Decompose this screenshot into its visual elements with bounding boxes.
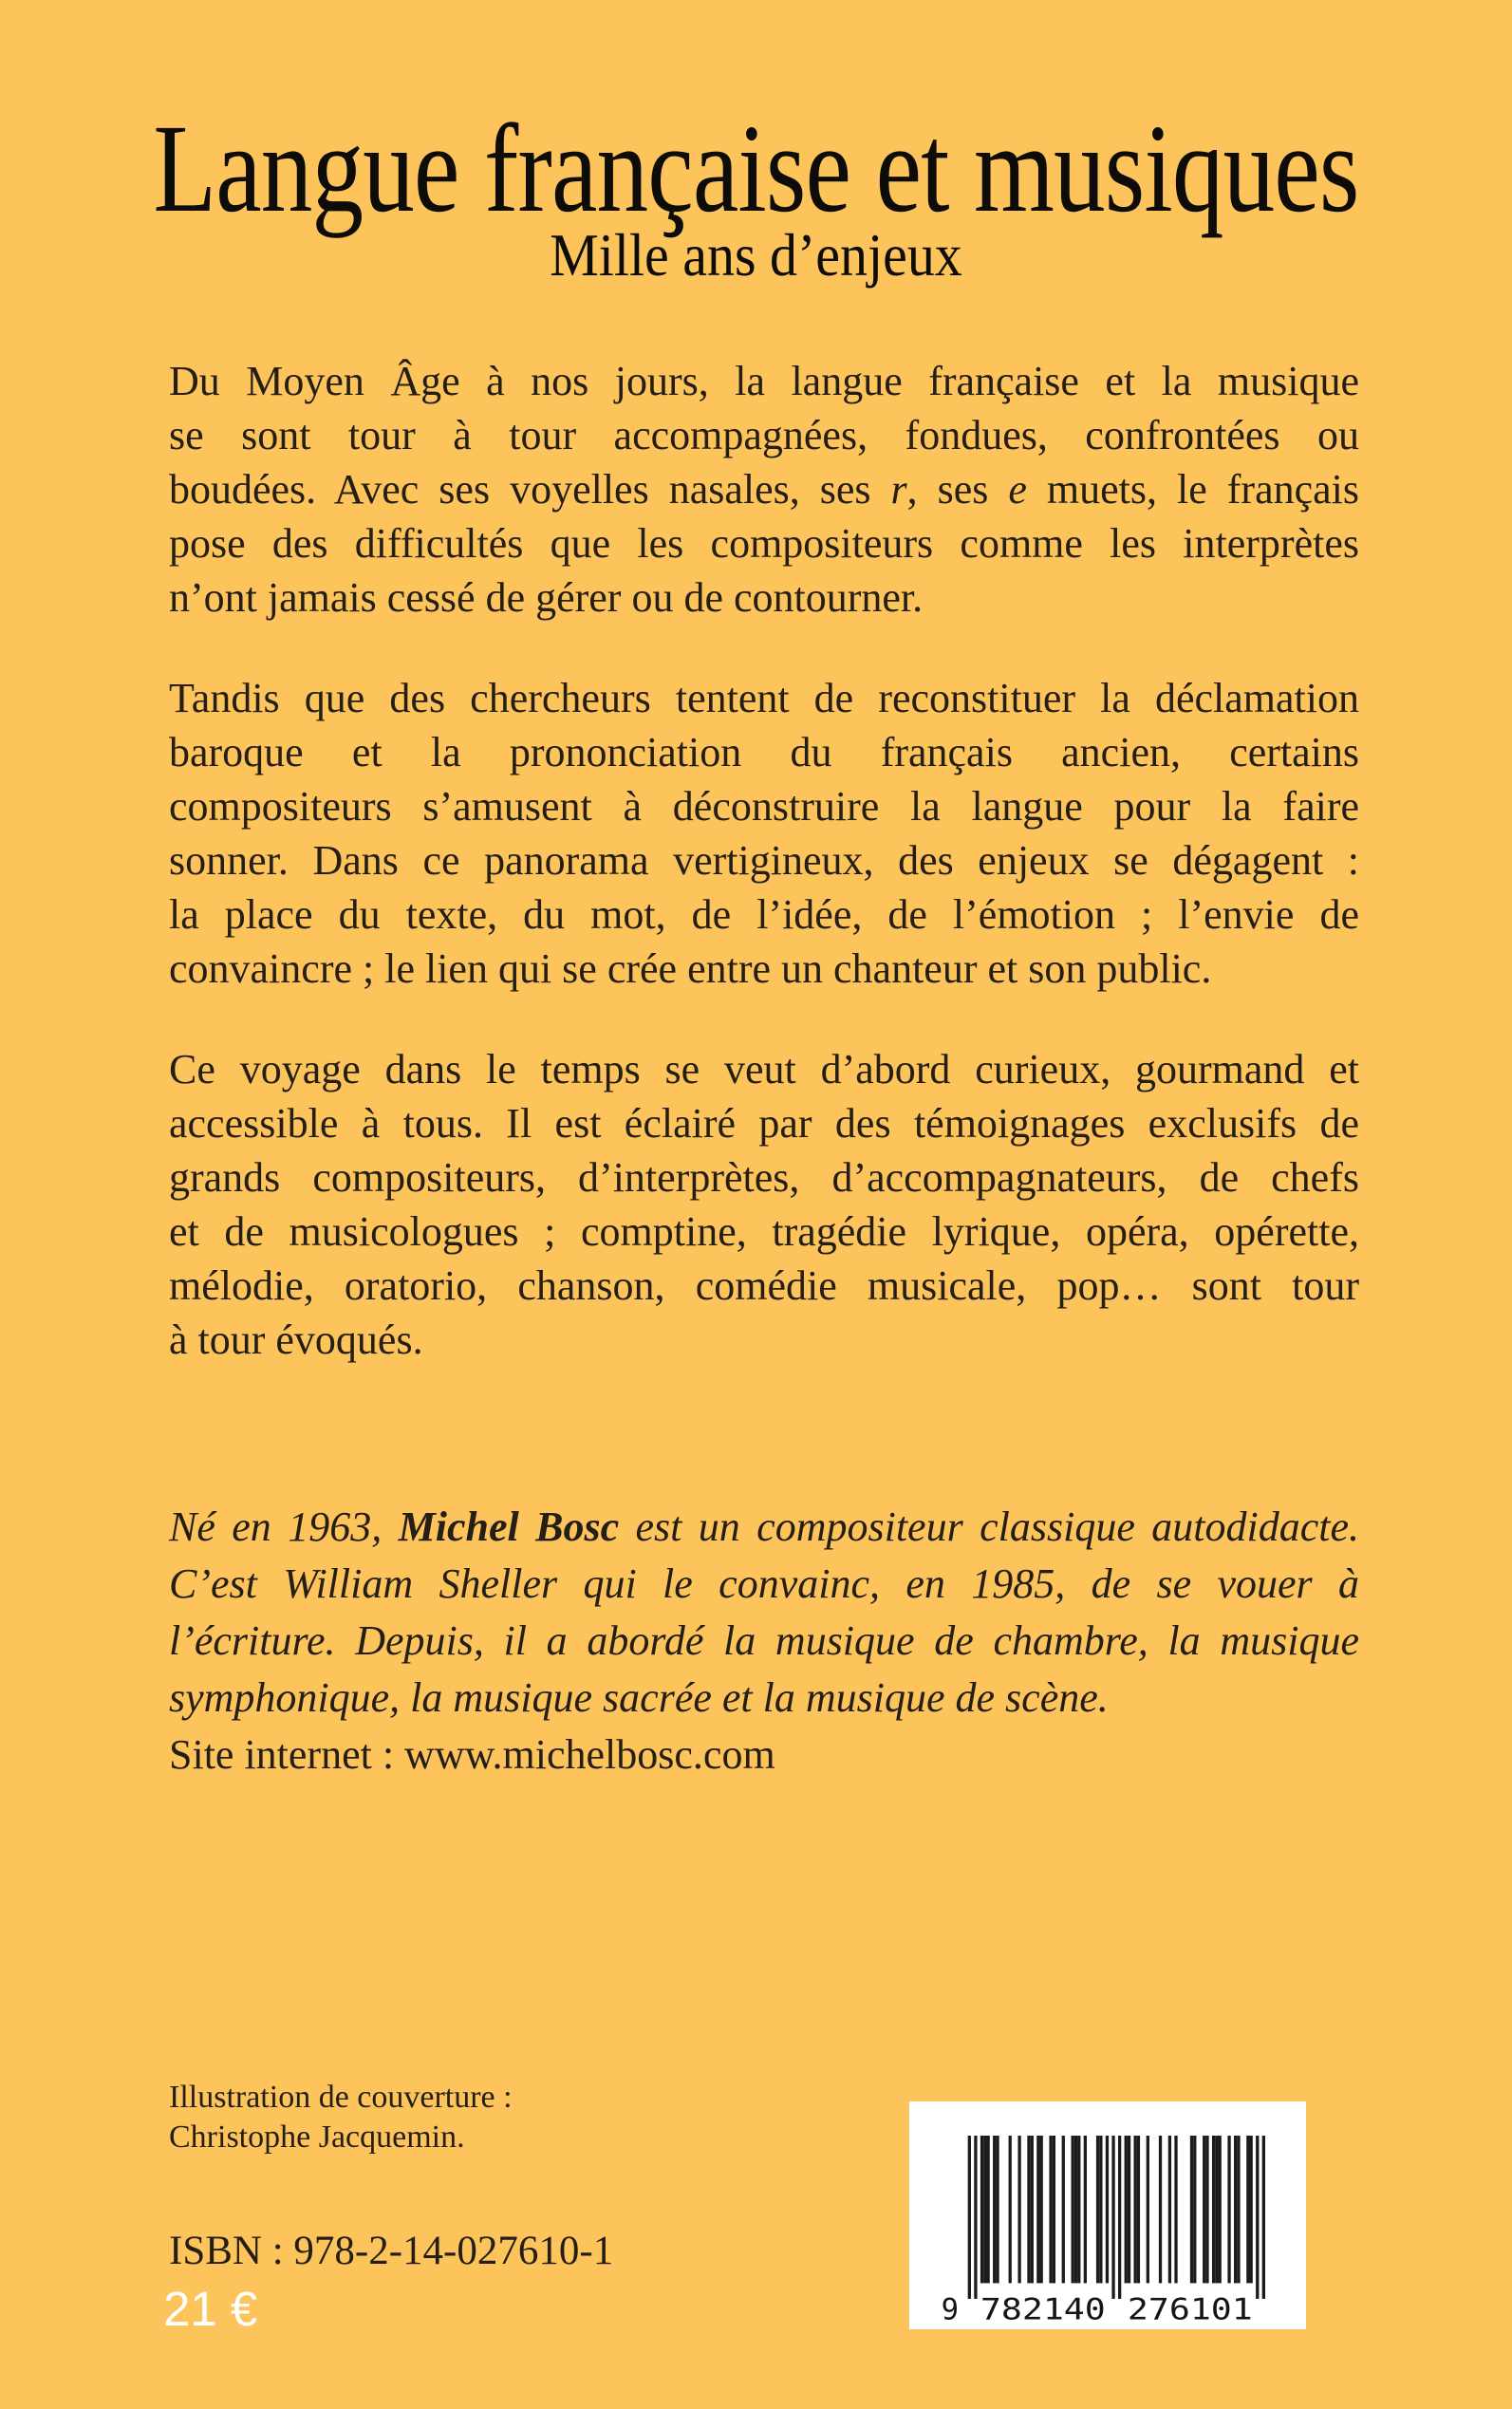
text-line: se sont tour à tour accompagnées, fondues, confrontées ou	[169, 412, 1359, 458]
text-line: convaincre ; le lien qui se crée entre un chanteur et son public.	[169, 945, 1212, 992]
text-line: pose des difficultés que les compositeurs comme les interprètes	[169, 520, 1359, 567]
text-line: sonner. Dans ce panorama vertigineux, des enjeux se dégagent :	[169, 837, 1359, 884]
isbn-text: ISBN : 978-2-14-027610-1	[169, 2229, 614, 2273]
illustration-credit-label: Illustration de couverture :	[169, 2080, 513, 2115]
svg-text:276101: 276101	[1127, 2292, 1253, 2327]
author-bio	[169, 1499, 1359, 1783]
book-title: Langue française et musiques	[153, 98, 1359, 238]
text-line: l’écriture. Depuis, il a abordé la musique de chambre, la musique	[169, 1617, 1359, 1664]
text-line: accessible à tous. Il est éclairé par des témoignages exclusifs de	[169, 1100, 1359, 1147]
barcode-svg	[940, 2136, 1265, 2330]
text-line: et de musicologues ; comptine, tragédie lyrique, opéra, opérette,	[169, 1208, 1359, 1255]
text-line: grands compositeurs, d’interprètes, d’accompagnateurs, de chefs	[169, 1154, 1359, 1201]
text-line: Ce voyage dans le temps se veut d’abord curieux, gourmand et	[169, 1046, 1359, 1092]
svg-text:782140: 782140	[980, 2292, 1106, 2327]
barcode-box	[909, 2101, 1306, 2329]
text-line: la place du texte, du mot, de l’idée, de l’émotion ; l’envie de	[169, 891, 1359, 938]
svg-text:9: 9	[941, 2292, 960, 2327]
text-line: boudées. Avec ses voyelles nasales, ses r, ses e muets, le français	[169, 466, 1360, 513]
text-line: Du Moyen Âge à nos jours, la langue française et la musique	[169, 358, 1359, 404]
text-line: à tour évoqués.	[169, 1317, 423, 1363]
text-line: symphonique, la musique sacrée et la musique de scène.	[169, 1674, 1109, 1721]
synopsis-paragraph-3	[169, 1042, 1359, 1367]
author-bio-text	[169, 1499, 1359, 1727]
price-text: 21 €	[163, 2282, 258, 2336]
text-line: Né en 1963, Michel Bosc est un compositeur classique autodidacte.	[169, 1503, 1359, 1550]
book-subtitle: Mille ans d’enjeux	[550, 222, 962, 289]
illustration-credit-name: Christophe Jacquemin.	[169, 2120, 465, 2155]
text-line: compositeurs s’amusent à déconstruire la langue pour la faire	[169, 783, 1359, 830]
synopsis-paragraph-1	[169, 354, 1359, 625]
text-line: Tandis que des chercheurs tentent de reconstituer la déclamation	[169, 675, 1359, 721]
website-text: Site internet : www.michelbosc.com	[169, 1731, 775, 1778]
text-line: C’est William Sheller qui le convainc, en 1985, de se vouer à	[169, 1560, 1359, 1607]
text-line: mélodie, oratorio, chanson, comédie musicale, pop… sont tour	[169, 1262, 1359, 1309]
text-line: n’ont jamais cessé de gérer ou de contourner.	[169, 574, 924, 621]
synopsis-paragraph-2	[169, 671, 1359, 996]
text-line: baroque et la prononciation du français ancien, certains	[169, 729, 1359, 775]
